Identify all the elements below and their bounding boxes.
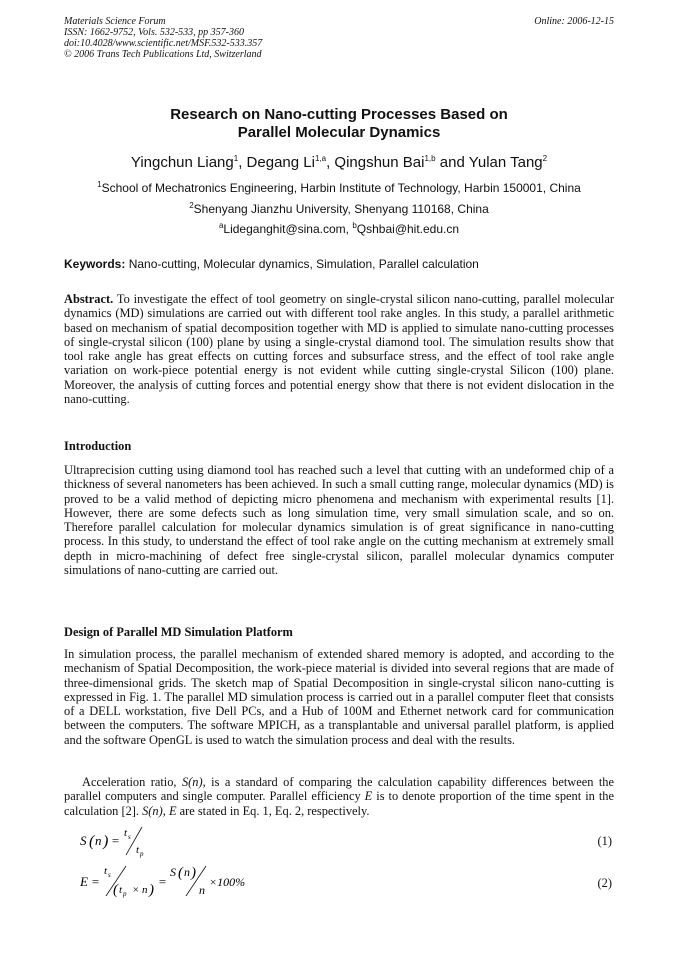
abstract-text: To investigate the effect of tool geometry on single-crystal silicon nano-cutting, parallel molecular dynamics (MD) simulations are carried out with different tool rake angles. In this study, a parallel arithmetic based on mechanism of spatial decomposition together with MD is applied to simulate nano-cutting processes of single-crystal silicon (100) plane by using a single-crystal diamond tool. The simulation results show that tool rake angle has great effects on cutting forces and subsurface stress, and the effect of tool rake angle variation on work-piece potential energy is not evident while cutting single-crystal Silicon (100) plane. Moreover, the analysis of cutting forces and potential energy show that there is not evident dislocation in the nano-cutting.: [64, 292, 614, 407]
author-name: Yingchun Liang: [130, 154, 234, 171]
eq2-close-paren: ): [149, 882, 154, 898]
accel-symbol: E: [364, 789, 373, 804]
keywords-label: Keywords:: [64, 257, 126, 271]
eq2-denominator-sub: p: [123, 890, 127, 898]
keywords: [64, 257, 479, 271]
design-heading: Design of Parallel MD Simulation Platform: [64, 625, 293, 639]
equation-2: [80, 864, 280, 898]
design-text: In simulation process, the parallel mechanism of extended shared memory is adopted, and according to the mechanism of Spatial Decomposition, the work-piece material is divided into several regions that are made of three-dimensional grids. The sketch map of Spatial Decomposition in single-crystal silicon nano-cutting is expressed in Fig. 1. The parallel MD simulation process is carried out in a parallel computer fleet that consists of a DELL workstation, five Dell PCs, and a Hub of 100M and Ethernet network card for communication between the computers. The software MPICH, as a transplantable and universal parallel platform, is applied and the software OpenGL is used to watch the simulation process and deal with the results.: [64, 647, 614, 747]
eq1-equals: =: [111, 833, 120, 848]
accel-symbol: S(n): [181, 775, 203, 789]
author-name: Yulan Tang: [468, 154, 543, 171]
eq2-equals: =: [91, 874, 100, 889]
eq2-s-arg: n: [184, 865, 190, 879]
eq2-s: S: [170, 865, 176, 879]
author-affiliation-mark: 1,b: [424, 154, 436, 163]
author-separator: and: [435, 154, 469, 171]
acceleration-paragraph: [64, 775, 614, 818]
eq2-numerator-sub: s: [108, 871, 111, 879]
doi-line: doi:10.4028/www.scientific.net/MSF.532-533.357: [64, 38, 263, 49]
eq1-numerator: t: [124, 827, 128, 839]
author-list: [0, 154, 678, 171]
email-mark: a: [218, 221, 224, 230]
copyright-line: © 2006 Trans Tech Publications Ltd, Switzerland: [64, 49, 262, 60]
affiliation-text: School of Mechatronics Engineering, Harbin Institute of Technology, Harbin 150001, China: [101, 181, 581, 195]
eq1-open-paren: (: [89, 833, 95, 850]
accel-text: Acceleration ratio,: [82, 775, 182, 789]
author-emails: [0, 222, 678, 236]
equation-1-number: (1): [597, 834, 612, 848]
introduction-text: Ultraprecision cutting using diamond tool has reached such a level that cutting with an undeformed chip of a thickness of several nanometers has been achieved. In such a small cutting range, molecular dynamics (MD) is proved to be a valid method of depicting micro phenomena and mechanism with experimental results [1]. However, there are some defects such as long simulation time, very small simulation scale, and so on. Therefore parallel calculation for molecular dynamics simulation is of great significance in nano-cutting process. In this study, to understand the effect of tool rake angle on the cutting mechanism at extremely small depth in micro-machining of defect free single-crystal silicon, parallel molecular dynamics computer simulations of nano-cutting are carried out.: [64, 463, 614, 578]
abstract-label: Abstract.: [64, 292, 114, 306]
author-separator: ,: [326, 154, 335, 171]
author-affiliation-mark: 1,a: [314, 154, 327, 163]
eq2-s-open-paren: (: [178, 865, 183, 881]
keywords-text: Nano-cutting, Molecular dynamics, Simulation, Parallel calculation: [125, 257, 479, 271]
equation-1: [80, 825, 200, 859]
journal-name: Materials Science Forum: [64, 16, 166, 27]
affiliation-text: Shenyang Jianzhu University, Shenyang 110168, China: [193, 202, 489, 216]
affiliation-2: [0, 202, 678, 216]
accel-symbol: S(n), E: [142, 803, 177, 818]
affiliation-mark: 1: [97, 180, 102, 189]
eq2-n: n: [199, 883, 205, 897]
eq1-denominator-sub: p: [140, 850, 144, 858]
author-affiliation-mark: 1: [233, 154, 239, 163]
author-affiliation-mark: 2: [542, 154, 548, 163]
accel-text: , is a standard of comparing the calculation capability differences between the parallel computers and single computer. Parallel efficiency: [64, 775, 614, 804]
introduction-heading: Introduction: [64, 439, 132, 453]
eq2-equals-2: =: [158, 874, 167, 889]
paper-title: [0, 106, 678, 142]
title-line-2: Parallel Molecular Dynamics: [237, 124, 441, 141]
eq1-arg: n: [95, 833, 102, 848]
eq1-numerator-sub: s: [128, 833, 131, 841]
eq2-times: ×: [132, 884, 140, 896]
equation-2-number: (2): [597, 876, 612, 890]
abstract: [64, 292, 614, 406]
eq1-denominator: t: [136, 844, 140, 856]
author-name: Degang Li: [246, 154, 315, 171]
journal-metadata: [64, 16, 262, 60]
author-separator: ,: [238, 154, 247, 171]
online-date: Online: 2006-12-15: [534, 16, 614, 27]
email-b: Qshbai@hit.edu.cn: [356, 222, 460, 236]
eq2-s-close-paren: ): [191, 865, 196, 881]
eq1-close-paren: ): [103, 833, 109, 850]
issn-line: ISSN: 1662-9752, Vols. 532-533, pp 357-360: [64, 27, 244, 38]
eq2-denominator-n: n: [142, 884, 148, 896]
eq2-lhs: E: [80, 874, 88, 889]
eq2-tail: ×100%: [209, 875, 246, 889]
email-mark: b: [352, 221, 357, 230]
affiliation-1: [0, 181, 678, 195]
email-a: Lideganghit@sina.com,: [223, 222, 353, 236]
eq2-denominator: t: [119, 884, 123, 896]
title-line-1: Research on Nano-cutting Processes Based on: [170, 106, 508, 123]
affiliation-mark: 2: [189, 201, 194, 210]
accel-text: is to denote proportion of the time spent in the calculation [2].: [64, 789, 614, 818]
eq2-open-paren: (: [113, 882, 118, 898]
eq1-lhs: S: [80, 833, 87, 848]
author-name: Qingshun Bai: [334, 154, 425, 171]
accel-text: are stated in Eq. 1, Eq. 2, respectively.: [176, 803, 370, 818]
eq2-numerator: t: [104, 865, 108, 877]
